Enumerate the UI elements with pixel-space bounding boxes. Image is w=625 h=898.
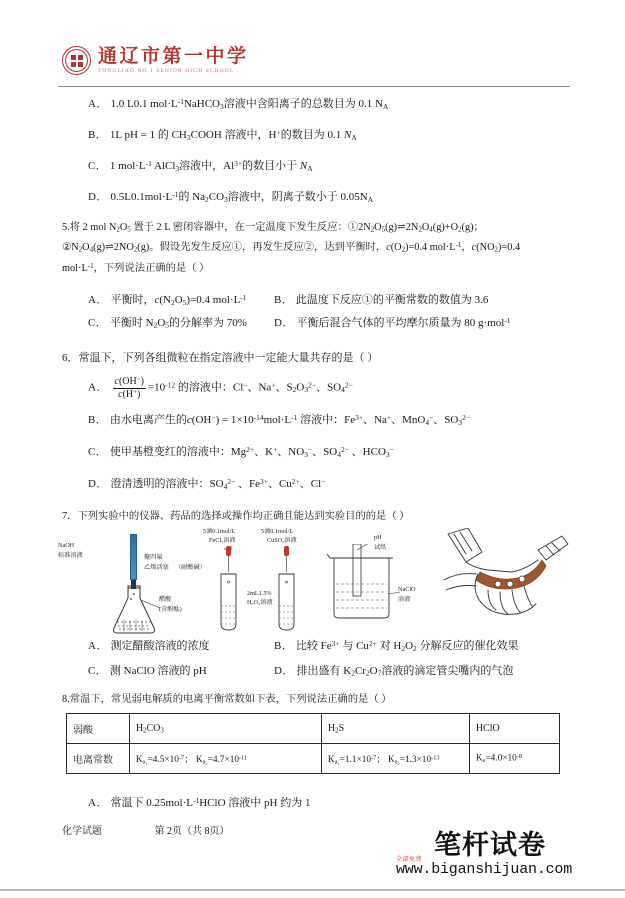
cell-h2s: $H_2S$ [321,714,469,744]
label-naoh: NaOH [58,542,75,549]
header-divider [58,86,570,87]
label-cuso4-solution: CuSO₄溶液 [267,537,297,544]
hand-holding-burette-icon [442,528,570,632]
figure-hand-burette [442,528,570,636]
test-tube-cuso4-icon [269,546,309,632]
watermark-free-badge: 全部免费 [396,856,423,863]
label-fecl3-solution: FeCl₃溶液 [209,537,236,544]
page-footer [62,822,230,837]
q7-option-d: D． 排出盛有 $K_2Cr_2O_7$溶液的滴定管尖嘴内的气泡 [274,665,514,678]
school-name-en: TONGLIAO NO.1 SENIOR HIGH SCHOOL [98,67,235,74]
q6-option-a: A． $\frac{c(OH^-)}{c(H^+)}$ $=10^{-12}$ 的溶液中：Cl−、Na+、$S_2O_3^{2-}$、$SO_4^{2-}$ [88,376,353,400]
cell-weak-acid-header: 弱酸 [67,714,130,744]
q7-option-b: B． 比较 $Fe^{3+}$ 与 $Cu^{2+}$ 对 $H_2O_2$ 分解反应的催化效果 [274,639,519,653]
beaker-icon [326,544,416,624]
burette-icon [130,534,137,580]
watermark [396,832,611,878]
footer-page-number: 第 2页（共 8页） [154,826,230,837]
cell-h2s-constants: $K_{a_1}=1.1\times 10^{-7}$； $K_{a_2}=1.3\times 10^{-13}$ [321,744,469,774]
footer-divider [0,889,625,891]
table-row-header [67,714,560,744]
label-h2o2-volume: 2mL1.5% [247,590,272,597]
q4-option-b: B． 1L pH = 1 的 $CH_3COOH$ 溶液中，H+的数目为 0.1 $N_A$ [88,128,357,142]
q5-stem-line3: $mol\cdot L^{-1}$，下列说法正确的是（ ） [62,262,210,274]
watermark-brand-cn: 笔杆试卷 [434,830,546,861]
watermark-url: www.biganshijuan.com [396,861,573,878]
ionization-constants-table [66,713,560,774]
concentration-ratio-fraction: $\frac{c(OH^-)}{c(H^+)}$ [114,376,144,400]
q7-figure-group [58,528,570,636]
q7-option-c: C． 测 NaClO 溶液的 pH [88,665,207,677]
label-acid-base-resistant: （耐酸碱） [175,564,206,571]
cell-hclo: HClO [469,714,559,744]
q8-stem: 8.常温下，常见弱电解质的电离平衡常数如下表，下列说法正确的是（ ） [62,694,392,705]
q5-stem-line2: $②N_2O_4(g)\rightleftharpoons 2NO_2(g)$。假设先发生反应①，再发生反应②，达到平衡时，$c(O_2)=0.4$ $mol\cdot L^{-1}$，$c(NO_2)=0.4$ [62,241,521,254]
q4-option-d: D． $0.5L0.1mol\cdot L^{-1}$的 $Na_2CO_3$溶液中，阴离子数小于 $0.05N_A$ [88,190,374,204]
label-naclo-solution: 溶液 [398,596,411,603]
label-ptfe-line1: 聚四氟 [144,554,163,561]
q7-stem: 7．下列实验中的仪器、药品的选择或操作均正确且能达到实验目的的是（ ） [62,511,410,522]
figure-titration-apparatus [58,534,206,636]
label-cuso4-amount: 5滴0.1mol/L [261,528,294,535]
q6-option-c: C． 使甲基橙变红的溶液中：$Mg^{2+}$、K+、$NO_3^-$、$SO_4^{2-}$ 、$HCO_3^-$ [88,445,394,459]
figure-ph-measurement [326,532,444,636]
label-naclo: NaClO [398,586,416,593]
q8-option-a: A． 常温下 $0.25mol\cdot L^{-1}HClO$ 溶液中 pH 约为 1 [88,796,311,810]
cell-h2co3: $H_2CO_3$ [129,714,321,744]
label-standard-solution: 标准溶液 [58,552,83,559]
label-phenolphthalein: (含酚酞) [159,606,182,613]
q6-option-d: D． 澄清透明的溶液中：$SO_4^{2-}$ 、$Fe^{3+}$、$Cu^{2+}$、Cl− [88,477,326,491]
q7-option-a: A． 测定醋酸溶液的浓度 [88,640,210,652]
label-h2o2-solution: H₂O₂溶液 [247,599,273,606]
q4-option-c: C． 1 $mol\cdot L^{-1}$ AlCl$_3$溶液中，$Al^{3+}$的数目小于 $N_A$ [88,159,313,173]
school-name-cn: 通辽市第一中学 [98,44,249,67]
q6-stem: 6．常温下，下列各组微粒在指定溶液中一定能大量共存的是（ ） [62,352,379,364]
conical-flask-icon [108,584,164,636]
label-ph: pH [374,534,382,541]
label-fecl3-amount: 5滴0.1mol/L [203,528,236,535]
cell-hclo-constant: $K_a=4.0\times 10^{-8}$ [469,744,559,774]
label-ptfe-line2: 乙烯活塞 [144,564,169,571]
q4-option-a: A． 1.0 L0.1 $mol\cdot L^{-1}NaHCO_3$溶液中含阳离子的总数目为 0.1 $N_A$ [88,97,389,111]
school-seal-icon [62,46,91,75]
test-tube-fecl3-icon [211,546,251,632]
school-header [62,46,249,75]
cell-h2co3-constants: $K_{a_1}=4.5\times 10^{-7}$； $K_{a_2}=4.7\times 10^{-11}$ [129,744,321,774]
footer-subject: 化学试题 [62,826,102,837]
label-acetic-acid: 醋酸 [159,596,172,603]
q5-option-b: B． 此温度下反应①的平衡常数的数值为 3.6 [274,294,489,306]
figure-catalysis-test-tubes [199,528,327,636]
table-row-constants [67,744,560,774]
q5-option-c: C． 平衡时 $N_2O_5$的分解率为 70% [88,317,247,330]
cell-constant-header: 电离常数 [67,744,130,774]
label-test-paper: 试纸 [374,544,387,551]
q5-option-a: A． 平衡时，$c(N_2O_5)=0.4$ $mol\cdot L^{-1}$ [88,293,247,307]
q5-option-d: D． 平衡后混合气体的平均摩尔质量为 80 g·mol$^{-1}$ [274,316,511,330]
q5-stem-line1: 5.将 2 mol $N_2O_5$ 置于 2 L 密闭容器中，在一定温度下发生反应：$①2N_2O_5(g)\rightleftharpoons 2N_2O_4(g)+O_2(g)$； [62,222,484,234]
q6-option-b: B． 由水电离产生的$c(OH^-) = 1\times 10^{-14}mol\cdot L^{-1}$ 溶液中：$Fe^{3+}$、Na+、MnO$_4$−、$SO_3^{2-}$ [88,413,471,427]
